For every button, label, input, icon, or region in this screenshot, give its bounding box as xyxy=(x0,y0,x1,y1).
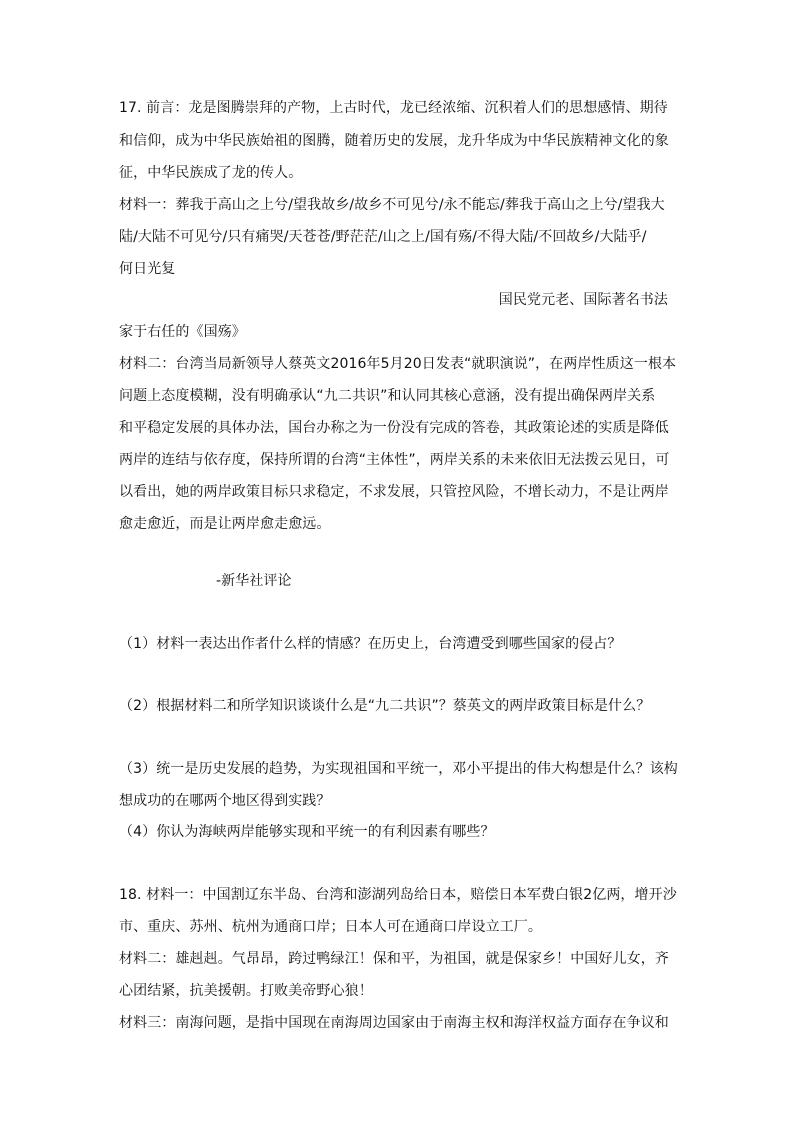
q17-preface-line-1: 17. 前言：龙是图腾崇拜的产物，上古时代，龙已经浓缩、沉积着人们的思想感情、期待 xyxy=(119,100,668,116)
q17-material2-line-2: 问题上态度模糊，没有明确承认“九二共识”和认同其核心意涵，没有提出确保两岸关系 xyxy=(119,388,656,404)
q17-material1-source: 国民党元老、国际著名书法 xyxy=(498,292,668,308)
q17-material2-line-6: 愈走愈近，而是让两岸愈走愈远。 xyxy=(119,516,331,532)
q18-material1-line-2: 市、重庆、苏州、杭州为通商口岸；日本人可在通商口岸设立工厂。 xyxy=(119,919,542,935)
q17-material1-source-cont: 家于右任的《国殇》 xyxy=(119,324,246,340)
q17-material2-source: -新华社评论 xyxy=(216,573,292,589)
q17-question-3-line-2: 想成功的在哪两个地区得到实践？ xyxy=(119,793,331,809)
q17-question-3-line-1: （3）统一是历史发展的趋势，为实现祖国和平统一，邓小平提出的伟大构想是什么？该构 xyxy=(119,761,678,777)
q17-preface-line-3: 征，中华民族成了龙的传人。 xyxy=(119,165,303,181)
q18-material1-line-1: 18. 材料一：中国割辽东半岛、台湾和澎湖列岛给日本，赔偿日本军费白银2亿两，增开沙 xyxy=(119,887,677,903)
q17-material1-line-3: 何日光复 xyxy=(119,261,176,277)
q17-material2-line-1: 材料二：台湾当局新领导人蔡英文2016年5月20日发表“就职演说”，在两岸性质这一根本 xyxy=(119,356,677,372)
q17-question-2: （2）根据材料二和所学知识谈谈什么是“九二共识”？蔡英文的两岸政策目标是什么？ xyxy=(119,698,651,714)
q17-material2-line-5: 以看出，她的两岸政策目标只求稳定，不求发展，只管控风险，不增长动力，不是让两岸 xyxy=(119,484,669,500)
q17-question-1: （1）材料一表达出作者什么样的情感？在历史上，台湾遭受到哪些国家的侵占？ xyxy=(119,636,622,652)
q18-material2-line-2: 心团结紧，抗美援朝。打败美帝野心狼！ xyxy=(119,983,373,999)
q18-material3-line-1: 材料三：南海问题，是指中国现在南海周边国家由于南海主权和海洋权益方面存在争议和 xyxy=(119,1015,669,1031)
q18-material2-line-1: 材料二：雄赳赳。气昂昂，跨过鸭绿江！保和平，为祖国，就是保家乡！中国好儿女，齐 xyxy=(119,951,669,967)
q17-question-4: （4）你认为海峡两岸能够实现和平统一的有利因素有哪些？ xyxy=(119,824,495,840)
q17-material2-line-3: 和平稳定发展的具体办法，国台办称之为一份没有完成的答卷，其政策论述的实质是降低 xyxy=(119,420,669,436)
q17-preface-line-2: 和信仰，成为中华民族始祖的图腾，随着历史的发展，龙升华成为中华民族精神文化的象 xyxy=(119,133,669,149)
q17-material2-line-4: 两岸的连结与依存度，保持所谓的台湾“主体性”，两岸关系的未来依旧无法拨云见日，可 xyxy=(119,452,670,468)
q17-material1-line-2: 陆/大陆不可见兮/只有痛哭/天苍苍/野茫茫/山之上/国有殇/不得大陆/不回故乡/大陆乎/ xyxy=(119,229,647,245)
q17-material1-line-1: 材料一：葬我于高山之上兮/望我故乡/故乡不可见兮/永不能忘/葬我于高山之上兮/望我大 xyxy=(119,197,665,213)
